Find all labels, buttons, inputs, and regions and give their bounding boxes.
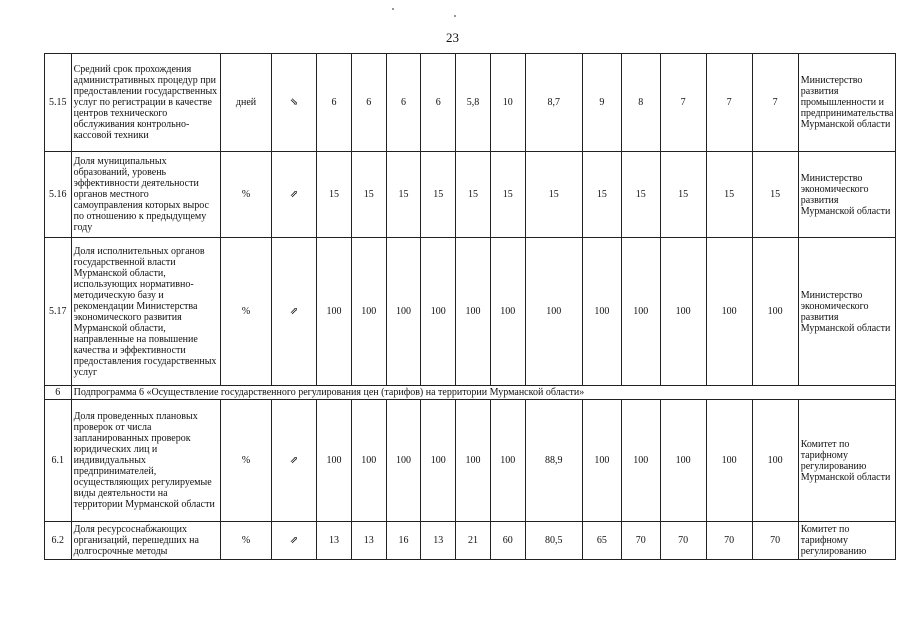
row-number: 6.2 xyxy=(45,522,72,560)
indicator-value: 100 xyxy=(752,400,798,522)
indicator-value: 13 xyxy=(317,522,352,560)
indicator-value: 100 xyxy=(490,400,525,522)
indicator-value: 15 xyxy=(490,152,525,238)
table-row xyxy=(45,238,896,386)
indicator-value: 100 xyxy=(582,400,621,522)
indicator-value: 5,8 xyxy=(456,54,491,152)
responsible-body: Министерство экономического развития Мурманской области xyxy=(798,152,895,238)
scan-speck xyxy=(454,15,456,17)
indicator-value: 100 xyxy=(621,400,660,522)
indicator-value: 21 xyxy=(456,522,491,560)
indicator-value: 8 xyxy=(621,54,660,152)
indicator-value: 6 xyxy=(421,54,456,152)
indicator-value: 100 xyxy=(490,238,525,386)
indicator-value: 6 xyxy=(351,54,386,152)
indicator-value: 100 xyxy=(386,400,421,522)
unit-of-measure: % xyxy=(220,400,271,522)
unit-of-measure: % xyxy=(220,238,271,386)
indicator-value: 8,7 xyxy=(525,54,582,152)
table-row xyxy=(45,522,896,560)
indicator-value: 15 xyxy=(582,152,621,238)
indicator-value: 7 xyxy=(752,54,798,152)
down-arrow-icon: ⇘ xyxy=(289,97,299,108)
indicator-value: 15 xyxy=(706,152,752,238)
row-number: 5.15 xyxy=(45,54,72,152)
indicator-value: 100 xyxy=(660,238,706,386)
indicator-value: 15 xyxy=(317,152,352,238)
indicator-value: 7 xyxy=(660,54,706,152)
indicator-value: 70 xyxy=(621,522,660,560)
indicator-value: 70 xyxy=(752,522,798,560)
row-number: 5.17 xyxy=(45,238,72,386)
indicator-value: 100 xyxy=(317,400,352,522)
responsible-body: Министерство экономического развития Мурманской области xyxy=(798,238,895,386)
indicator-name: Доля ресурсоснабжающих организаций, перешедших на долгосрочные методы xyxy=(71,522,220,560)
up-arrow-icon: ⇗ xyxy=(289,455,299,466)
responsible-body: Комитет по тарифному регулированию xyxy=(798,522,895,560)
indicator-name: Доля исполнительных органов государственной власти Мурманской области, использующих нормативно-методическую базу и рекомендации Министерства экономического развития Мурманской области, направленные на повышение качества и эффективности предоставления государственных услуг xyxy=(71,238,220,386)
indicators-table xyxy=(44,53,896,560)
table-row xyxy=(45,152,896,238)
indicator-value: 15 xyxy=(386,152,421,238)
indicator-value: 13 xyxy=(351,522,386,560)
indicator-value: 70 xyxy=(660,522,706,560)
responsible-body: Министерство развития промышленности и предпринимательства Мурманской области xyxy=(798,54,895,152)
indicator-value: 100 xyxy=(706,400,752,522)
table-row xyxy=(45,400,896,522)
subprogram-row xyxy=(45,386,896,400)
indicator-value: 15 xyxy=(456,152,491,238)
up-arrow-icon: ⇗ xyxy=(289,535,299,546)
indicator-value: 100 xyxy=(525,238,582,386)
indicator-value: 16 xyxy=(386,522,421,560)
indicator-value: 6 xyxy=(386,54,421,152)
indicator-value: 15 xyxy=(621,152,660,238)
indicator-value: 100 xyxy=(456,238,491,386)
unit-of-measure: дней xyxy=(220,54,271,152)
indicator-value: 100 xyxy=(317,238,352,386)
indicator-value: 100 xyxy=(752,238,798,386)
indicator-value: 15 xyxy=(351,152,386,238)
indicator-value: 100 xyxy=(456,400,491,522)
indicator-value: 10 xyxy=(490,54,525,152)
indicator-value: 100 xyxy=(421,238,456,386)
indicator-value: 15 xyxy=(752,152,798,238)
subprogram-title: Подпрограмма 6 «Осуществление государственного регулирования цен (тарифов) на территории Мурманской области» xyxy=(71,386,895,400)
unit-of-measure: % xyxy=(220,522,271,560)
indicator-value: 70 xyxy=(706,522,752,560)
indicator-value: 100 xyxy=(351,400,386,522)
responsible-body: Комитет по тарифному регулированию Мурманской области xyxy=(798,400,895,522)
indicator-value: 7 xyxy=(706,54,752,152)
indicator-value: 100 xyxy=(386,238,421,386)
row-number: 6.1 xyxy=(45,400,72,522)
indicator-value: 6 xyxy=(317,54,352,152)
indicator-value: 15 xyxy=(660,152,706,238)
indicator-value: 15 xyxy=(421,152,456,238)
indicator-value: 15 xyxy=(525,152,582,238)
indicator-value: 100 xyxy=(421,400,456,522)
table-row xyxy=(45,54,896,152)
indicator-name: Средний срок прохождения административных процедур при предоставлении государственных услуг по регистрации в качестве центров технического обслуживания контрольно-кассовой техники xyxy=(71,54,220,152)
up-arrow-icon: ⇗ xyxy=(289,189,299,200)
indicator-value: 100 xyxy=(621,238,660,386)
indicator-value: 100 xyxy=(660,400,706,522)
indicator-value: 60 xyxy=(490,522,525,560)
indicator-value: 100 xyxy=(351,238,386,386)
indicator-value: 88,9 xyxy=(525,400,582,522)
page-number: 23 xyxy=(446,30,459,45)
indicator-value: 65 xyxy=(582,522,621,560)
row-number: 5.16 xyxy=(45,152,72,238)
up-arrow-icon: ⇗ xyxy=(289,306,299,317)
indicator-name: Доля муниципальных образований, уровень эффективности деятельности органов местного самоуправления которых вырос по отношению к предыдущему году xyxy=(71,152,220,238)
unit-of-measure: % xyxy=(220,152,271,238)
indicator-value: 13 xyxy=(421,522,456,560)
indicator-value: 9 xyxy=(582,54,621,152)
row-number: 6 xyxy=(45,386,72,400)
indicator-value: 80,5 xyxy=(525,522,582,560)
indicator-value: 100 xyxy=(582,238,621,386)
scan-speck xyxy=(392,8,394,10)
indicator-value: 100 xyxy=(706,238,752,386)
indicator-name: Доля проведенных плановых проверок от числа запланированных проверок юридических лиц и индивидуальных предпринимателей, осуществляющих регулируемые виды деятельности на территории Мурманской области xyxy=(71,400,220,522)
